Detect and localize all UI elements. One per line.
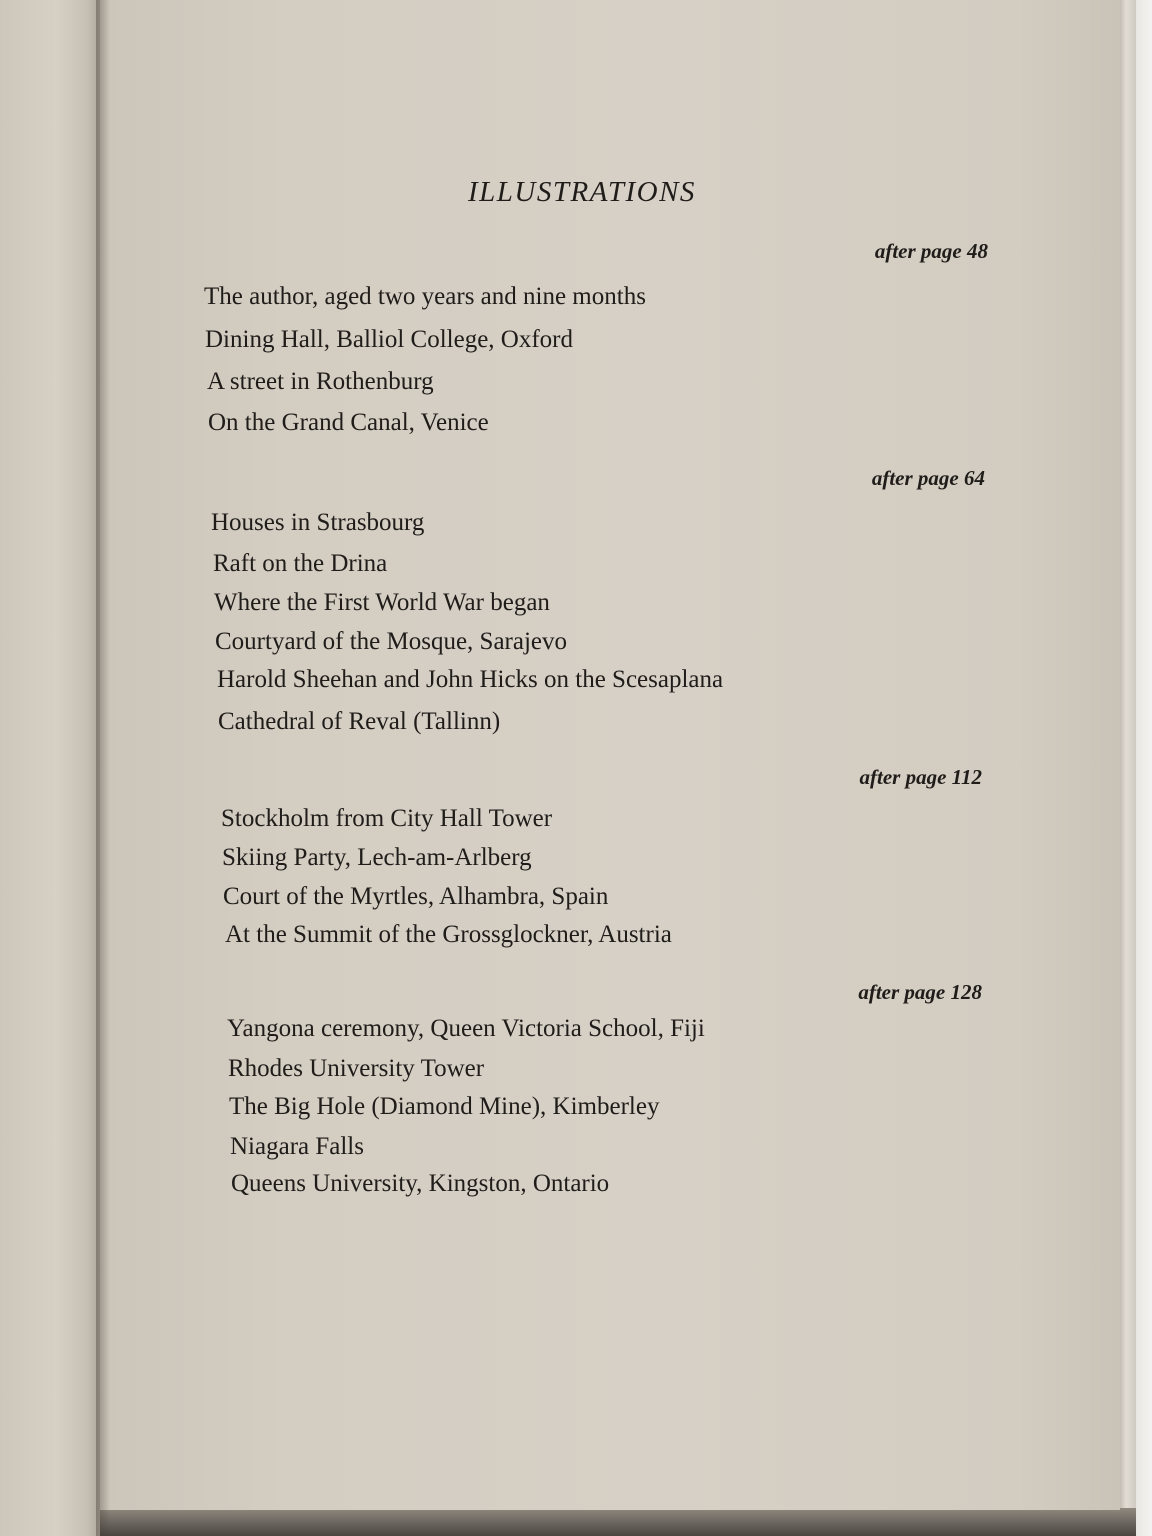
page-bottom-edge	[100, 1508, 1136, 1536]
illustration-entry: Courtyard of the Mosque, Sarajevo	[215, 628, 568, 655]
book-page	[100, 0, 1120, 1510]
illustration-entry: Stockholm from City Hall Tower	[221, 805, 553, 832]
illustration-entry: At the Summit of the Grossglockner, Austria	[225, 921, 672, 948]
illustration-entry: Harold Sheehan and John Hicks on the Scesaplana	[217, 666, 724, 693]
illustration-entry: Skiing Party, Lech-am-Arlberg	[222, 844, 532, 871]
backdrop	[1136, 0, 1152, 1536]
section-page-label: after page 128	[858, 980, 982, 1004]
illustration-entry: The Big Hole (Diamond Mine), Kimberley	[229, 1093, 660, 1120]
illustration-entry: A street in Rothenburg	[207, 368, 434, 395]
illustration-entry: The author, aged two years and nine months	[204, 283, 646, 310]
illustration-entry: Houses in Strasbourg	[211, 509, 425, 536]
facing-page	[0, 0, 102, 1536]
illustration-entry: Where the First World War began	[214, 589, 550, 616]
illustration-entry: Yangona ceremony, Queen Victoria School, Fiji	[227, 1015, 705, 1042]
illustration-entry: Niagara Falls	[230, 1133, 364, 1160]
section-page-label: after page 48	[874, 239, 988, 263]
illustration-entry: Cathedral of Reval (Tallinn)	[218, 708, 501, 735]
gutter-shadow	[96, 0, 110, 1536]
illustration-entry: On the Grand Canal, Venice	[208, 409, 489, 436]
section-page-label: after page 64	[871, 466, 985, 490]
illustration-entry: Dining Hall, Balliol College, Oxford	[205, 326, 574, 353]
illustration-entry: Court of the Myrtles, Alhambra, Spain	[223, 883, 609, 910]
page-edge	[1118, 0, 1136, 1510]
page-title: ILLUSTRATIONS	[468, 176, 696, 208]
illustration-entry: Raft on the Drina	[213, 550, 388, 577]
illustration-entry: Queens University, Kingston, Ontario	[231, 1170, 610, 1197]
section-page-label: after page 112	[859, 765, 982, 789]
illustration-entry: Rhodes University Tower	[228, 1055, 485, 1082]
